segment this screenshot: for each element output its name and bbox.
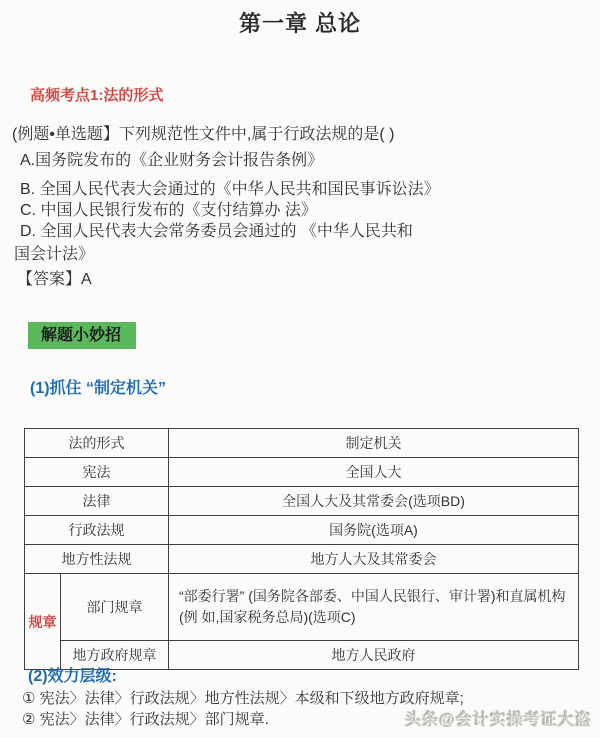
hierarchy-line-1: ① 宪法〉法律〉行政法规〉地方性法规〉本级和下级地方政府规章; bbox=[22, 690, 464, 707]
cell-organ: 全国人大及其常委会(选项BD) bbox=[169, 487, 579, 516]
watermark-text: 头条@会计实操考证大盗 bbox=[405, 712, 592, 729]
cell-form: 地方性法规 bbox=[25, 545, 169, 574]
header-cell-organ: 制定机关 bbox=[169, 429, 579, 458]
cell-organ: 地方人大及其常委会 bbox=[169, 545, 579, 574]
group-label-cell: 规章 bbox=[25, 574, 61, 670]
cell-form: 行政法规 bbox=[25, 516, 169, 545]
table-header-row bbox=[25, 429, 579, 458]
option-b: B. 全国人民代表大会通过的《中华人民共和国民事诉讼法》 bbox=[20, 181, 440, 198]
cell-organ: 全国人大 bbox=[169, 458, 579, 487]
section2-heading: (2)效力层级: bbox=[28, 668, 117, 685]
chapter-title: 第一章 总论 bbox=[238, 11, 362, 36]
option-d-line2: 国会计法》 bbox=[14, 246, 95, 263]
header-cell-form: 法的形式 bbox=[25, 429, 169, 458]
table-group-row bbox=[25, 574, 579, 641]
cell-organ: 地方人民政府 bbox=[169, 641, 579, 670]
table-row bbox=[25, 545, 579, 574]
question-stem: (例题•单选题】下列规范性文件中,属于行政法规的是( ) bbox=[12, 126, 395, 143]
cell-form: 地方政府规章 bbox=[61, 641, 169, 670]
tip-badge: 解题小妙招 bbox=[28, 322, 136, 349]
option-d-line1: D. 全国人民代表大会常务委员会通过的 《中华人民共和 bbox=[20, 223, 413, 240]
option-a: A.国务院发布的《企业财务会计报告条例》 bbox=[20, 152, 324, 169]
table-row bbox=[25, 458, 579, 487]
hot-topic-heading: 高频考点1:法的形式 bbox=[30, 87, 164, 104]
section1-heading: (1)抓住 “制定机关” bbox=[30, 380, 167, 397]
table-row bbox=[25, 516, 579, 545]
cell-organ: 国务院(选项A) bbox=[169, 516, 579, 545]
cell-form: 法律 bbox=[25, 487, 169, 516]
cell-form: 部门规章 bbox=[61, 574, 169, 641]
cell-form: 宪法 bbox=[25, 458, 169, 487]
cell-organ-desc: “部委行署” (国务院各部委、中国人民银行、审计署)和直属机构(例 如,国家税务总局)(选项C) bbox=[169, 574, 579, 641]
law-forms-table bbox=[24, 428, 579, 670]
hierarchy-line-2: ② 宪法〉法律〉行政法规〉部门规章. bbox=[22, 711, 269, 728]
table-row bbox=[25, 487, 579, 516]
answer-text: 【答案】A bbox=[17, 271, 92, 288]
option-c: C. 中国人民银行发布的《支付结算办 法》 bbox=[20, 202, 317, 219]
